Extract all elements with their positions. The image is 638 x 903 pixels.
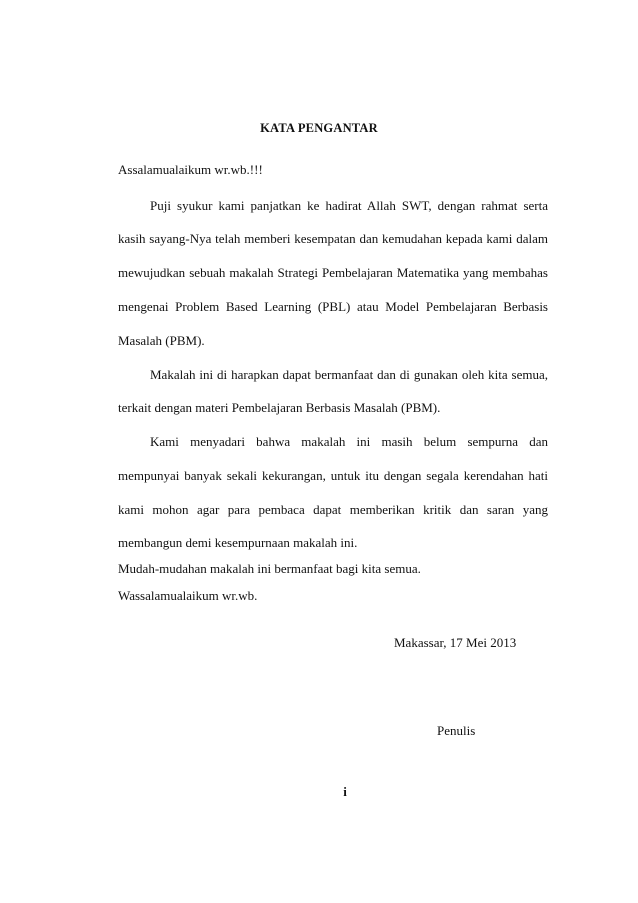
paragraph1-line3: mewujudkan sebuah makalah Strategi Pembelajaran Matematika yang membahas <box>118 265 548 280</box>
signer-name: Penulis <box>437 723 476 738</box>
paragraph1-line1: Puji syukur kami panjatkan ke hadirat Allah SWT, dengan rahmat serta <box>150 198 548 213</box>
paragraph3-line4: membangun demi kesempurnaan makalah ini. <box>118 535 358 550</box>
page-title: KATA PENGANTAR <box>260 121 378 135</box>
paragraph3-line1: Kami menyadari bahwa makalah ini masih belum sempurna dan <box>150 434 548 449</box>
paragraph1-line4: mengenai Problem Based Learning (PBL) atau Model Pembelajaran Berbasis <box>118 299 548 314</box>
paragraph1-line2: kasih sayang-Nya telah memberi kesempatan dan kemudahan kepada kami dalam <box>118 231 548 246</box>
closing-line1: Mudah-mudahan makalah ini bermanfaat bagi kita semua. <box>118 561 421 576</box>
paragraph2-line2: terkait dengan materi Pembelajaran Berbasis Masalah (PBM). <box>118 400 441 415</box>
paragraph1-line5: Masalah (PBM). <box>118 333 205 348</box>
place-date: Makassar, 17 Mei 2013 <box>394 635 517 650</box>
closing-line2: Wassalamualaikum wr.wb. <box>118 588 258 603</box>
page-number: i <box>343 784 347 799</box>
paragraph3-line3: kami mohon agar para pembaca dapat memberikan kritik dan saran yang <box>118 502 548 517</box>
paragraph2-line1: Makalah ini di harapkan dapat bermanfaat dan di gunakan oleh kita semua, <box>150 367 548 382</box>
greeting-line: Assalamualaikum wr.wb.!!! <box>118 162 263 177</box>
paragraph3-line2: mempunyai banyak sekali kekurangan, untuk itu dengan segala kerendahan hati <box>118 468 548 483</box>
